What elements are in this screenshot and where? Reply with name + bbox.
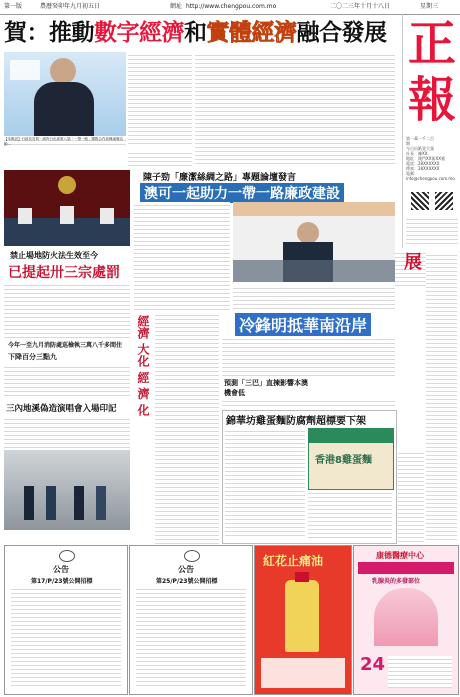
emblem-icon: [58, 176, 76, 194]
person-figure: [46, 486, 56, 520]
text-column: [128, 52, 192, 147]
photo-table: [233, 260, 395, 282]
person-head: [297, 222, 319, 244]
ad-1-title: 公告: [53, 565, 69, 574]
story-cold-small-1: 預測「三巴」直揀影響本澳: [224, 379, 308, 387]
masthead: [402, 14, 460, 248]
person-figure: [74, 486, 84, 520]
side-vertical-title: 經濟 大化 經 濟 化: [136, 315, 150, 416]
emblem-icon: [59, 550, 75, 562]
text-column: [225, 428, 305, 538]
masthead-notes: [406, 216, 458, 246]
ad-2-title: 公告: [178, 565, 194, 574]
ad-notice-1[interactable]: [4, 545, 128, 695]
masthead-info: [406, 136, 458, 181]
headline-part1: 賀：推動: [4, 20, 94, 46]
info-line: 社長：陳XX: [406, 151, 428, 156]
headline-part4: 實體經濟: [206, 20, 297, 46]
ad-clinic[interactable]: [353, 545, 459, 695]
package-band: [309, 429, 393, 443]
ad-1-subtitle: 第17/P/23號公開招標: [31, 578, 93, 585]
person-figure: [100, 208, 114, 224]
ointment-bottle: [285, 580, 319, 652]
story-cold-small-2: 機會低: [224, 389, 245, 397]
ad-ointment[interactable]: [254, 545, 352, 695]
masthead-char-1: 正: [407, 16, 456, 72]
headline-part5: 融合發展: [296, 20, 387, 46]
story-title-big: 已提起卅三宗處罰: [8, 265, 120, 281]
body-figure: [374, 588, 438, 646]
person-figure: [18, 208, 32, 224]
info-line: 期: [406, 141, 410, 146]
person-head: [50, 58, 76, 84]
noodle-package: [308, 428, 394, 490]
gregorian-date: 二〇二三年十月十八日: [330, 3, 391, 10]
person-figure: [60, 206, 74, 224]
ad-4-subtitle: 乳腺炎的多發部位: [372, 578, 421, 585]
info-line: 電郵：info@chengpou.com.mo: [406, 171, 455, 181]
text-column: [426, 252, 457, 542]
tickets-photo: [4, 450, 130, 530]
page-header: [0, 0, 460, 15]
masthead-char-2: 報: [407, 72, 456, 128]
text-column: [388, 656, 452, 688]
info-line: 電話：28XXXXXX: [406, 161, 440, 166]
page-number: 第一版: [4, 3, 23, 10]
lunar-date: 農曆癸卯年九月初五日: [40, 3, 101, 10]
ad-2-subtitle: 第25/P/23號公開招標: [156, 578, 218, 585]
ad-notice-2[interactable]: [129, 545, 253, 695]
text-column: [308, 490, 392, 538]
story-subtitle-2: 下降百分三點九: [8, 353, 57, 361]
text-column: [4, 416, 130, 448]
weekday: 星期三: [420, 3, 439, 10]
info-line: 地址：澳門XX街XX號: [406, 156, 445, 161]
site-url[interactable]: http://www.chengpou.com.mo: [186, 3, 277, 10]
story-food-title: 錦華坊雞蛋麵防腐劑超標要下架: [226, 416, 366, 427]
he-yicheng-photo: [4, 52, 126, 136]
story-cold-title: 冷鋒明抵華南沿岸: [235, 313, 371, 336]
text-column: [134, 202, 230, 310]
text-column: [195, 52, 395, 167]
bottle-cap: [295, 572, 309, 582]
text-column: [128, 150, 192, 168]
person-figure: [96, 486, 106, 520]
package-label: 香港8雞蛋麵: [315, 455, 372, 466]
story-kicker: 陳子勁「廉潔絲綢之路」專題論壇發言: [143, 173, 297, 183]
text-column: [11, 586, 121, 686]
headline-part3: 和: [184, 20, 207, 46]
ad-3-info: [261, 658, 345, 688]
person-body: [34, 82, 94, 136]
story-center-title: 澳可一起助力一帶一路廉政建設: [140, 183, 344, 203]
ad-4-title: 康德醫療中心: [376, 551, 424, 560]
qr-code-icon[interactable]: [411, 192, 429, 210]
site-label: 網址: [170, 3, 183, 10]
text-column: [155, 312, 219, 544]
info-line: 傳真：28XXXXXX: [406, 166, 440, 171]
headline-part2: 數字經濟: [94, 20, 184, 46]
meeting-photo: [4, 170, 130, 246]
main-headline: [4, 15, 400, 51]
person-figure: [24, 486, 34, 520]
text-column: [222, 398, 395, 406]
forum-photo: [233, 202, 395, 282]
text-column: [4, 282, 130, 338]
emblem-icon: [184, 550, 200, 562]
qr-code-icon[interactable]: [435, 192, 453, 210]
ad-4-band: [358, 562, 454, 574]
text-column: [136, 586, 246, 686]
info-line: 第一萬一千二百: [406, 136, 434, 141]
text-column: [4, 364, 130, 398]
photo-caption-left: 【本報訊】行政長官賀一誠昨日出席第八屆「一帶一路」國際合作高峰論壇活動...: [4, 137, 126, 147]
text-column: [398, 450, 424, 542]
slide-panel: [10, 60, 40, 80]
info-line: 今日出紙壹大張: [406, 146, 434, 151]
story-right-vertical-title: 展: [401, 252, 422, 270]
ad-4-number: 24: [360, 654, 386, 675]
text-column: [233, 285, 395, 310]
story-title-3: 三內地溪偽造演唱會入場印記: [6, 404, 117, 414]
text-column: [222, 336, 395, 376]
story-title-small: 禁止場地防火法生效至今: [10, 251, 98, 260]
story-subtitle: 今年一至九月消防處巡檢執三萬八千多間住: [8, 342, 123, 349]
photo-banner: [233, 202, 395, 216]
ad-3-title: 紅花止痛油: [263, 554, 324, 568]
